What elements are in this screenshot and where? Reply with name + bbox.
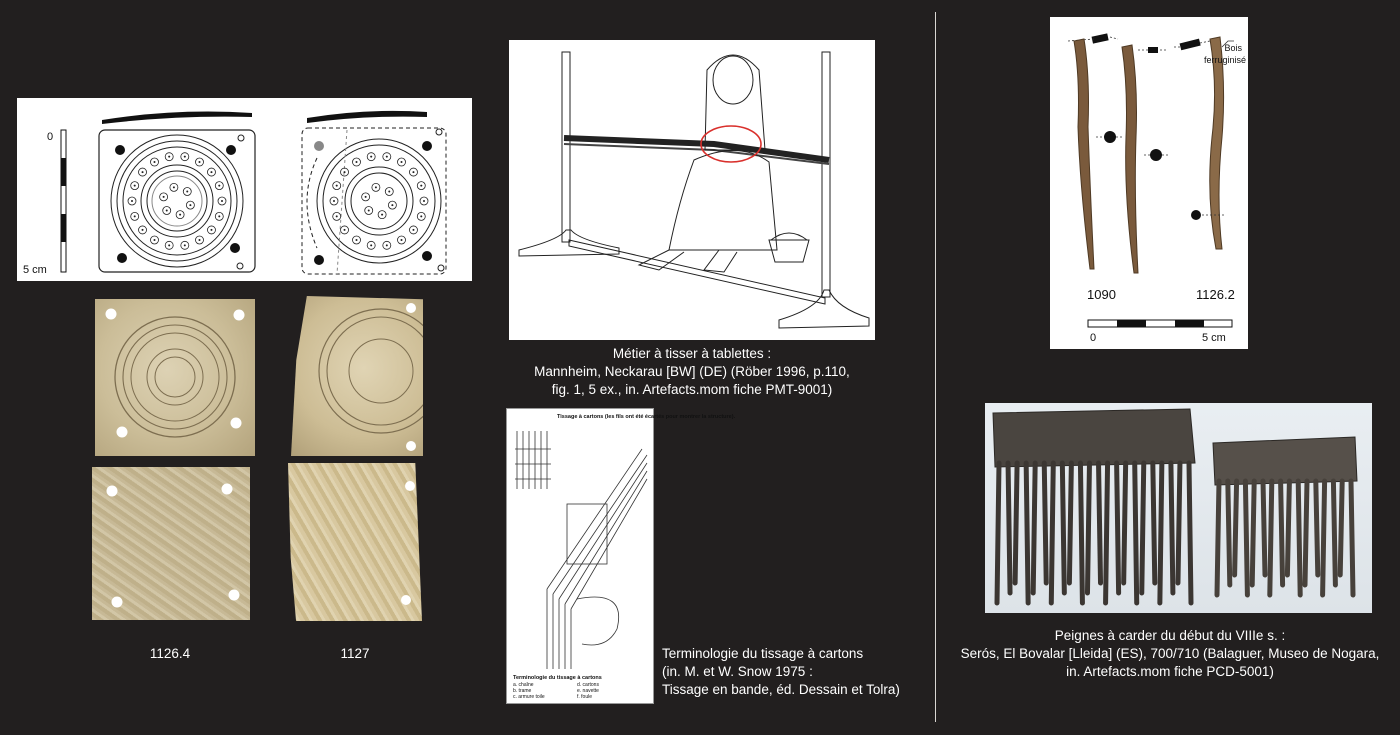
label-1126-2: 1126.2 [1196, 287, 1235, 302]
diagram-header: Tissage à cartons (les fils ont été écartés pour montrer la structure). [557, 414, 736, 420]
comb-caption-line-2: Serós, El Bovalar [Lleida] (ES), 700/710 (Balaguer, Museo de Nogara, [960, 646, 1380, 661]
tablet-profile-2 [307, 111, 427, 123]
loom-caption-line-2: Mannheim, Neckarau [BW] (DE) (Röber 1996, p.110, [534, 364, 850, 379]
comb-caption-line-3: in. Artefacts.mom fiche PCD-5001) [1066, 664, 1274, 679]
pins-scale-five: 5 cm [1202, 332, 1226, 344]
label-1090: 1090 [1087, 287, 1116, 302]
comb-1-teeth [997, 463, 1191, 603]
tablet-photo-1126-4-back [92, 467, 250, 620]
tablet-photo-1126-4-front [95, 299, 255, 456]
diagram-legend-title: Terminologie du tissage à cartons [513, 675, 602, 681]
tablet-drawing-panel [17, 98, 472, 281]
tablet-photo-1127-back [288, 463, 422, 621]
loom-caption-line-3: fig. 1, 5 ex., in. Artefacts.mom fiche PMT-9001) [551, 382, 833, 397]
iron-pins-panel [1050, 17, 1248, 349]
terms-caption-line-1: Terminologie du tissage à cartons [662, 646, 864, 661]
loom-caption-line-1: Métier à tisser à tablettes : [612, 346, 772, 361]
terms-caption-line-3: Tissage en bande, éd. Dessain et Tolra) [662, 682, 900, 697]
bois-label-line-1: Bois [1224, 43, 1242, 53]
carding-combs-photo [985, 403, 1372, 613]
tablet-loom-illustration [509, 40, 875, 340]
weaving-terminology-diagram [506, 408, 736, 704]
diagram-legend-item: e. navette [577, 688, 599, 694]
label-1126-4: 1126.4 [149, 646, 191, 661]
comb-2-teeth [1217, 481, 1353, 595]
label-1127: 1127 [340, 646, 370, 661]
diagram-legend-item: d. cartons [577, 682, 599, 688]
diagram-legend-item: c. armure toile [513, 694, 545, 700]
pins-scale-bar [1088, 320, 1232, 327]
tablet-drawing-1 [99, 130, 255, 272]
tablet-1-dot-pattern [128, 153, 226, 250]
diagram-legend-item: f. foule [577, 694, 593, 700]
diagram-legend-item: a. chaîne [513, 682, 534, 688]
scale-five-label: 5 cm [23, 264, 47, 276]
pins-scale-zero: 0 [1090, 332, 1097, 344]
tablet-profile-1 [102, 112, 252, 124]
tablet-photo-1127-front [291, 296, 423, 456]
diagram-legend-item: b. trame [513, 688, 532, 694]
scale-zero-label: 0 [47, 131, 54, 143]
bois-label-line-2: ferruginisé [1203, 55, 1246, 65]
column-divider [935, 12, 936, 722]
comb-caption-line-1: Peignes à carder du début du VIIIe s. : [1054, 628, 1286, 643]
terms-caption-line-2: (in. M. et W. Snow 1975 : [662, 664, 813, 679]
tablet-drawing [17, 98, 472, 281]
